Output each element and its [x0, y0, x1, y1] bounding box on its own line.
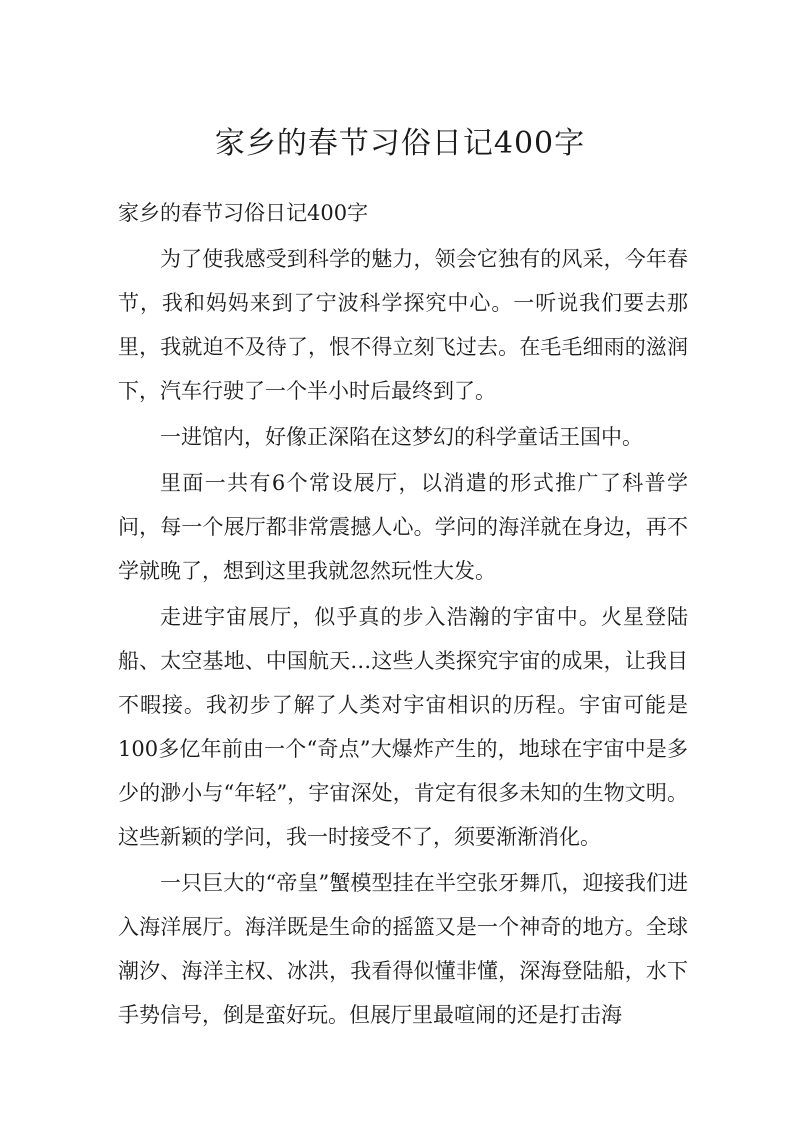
- paragraph-2: 一进馆内，好像正深陷在这梦幻的科学童话王国中。: [160, 425, 643, 449]
- document-body: [118, 237, 688, 1039]
- paragraph-5: 一只巨大的“帝皇”蟹模型挂在半空张牙舞爪，迎接我们进入海洋展厅。海洋既是生命的摇篮又是一个神奇的地方。全球潮汐、海洋主权、冰洪，我看得似懂非懂，深海登陆船，水下手势信号，倒是蛮好玩。但展厅里最喧闹的还是打击海: [118, 871, 688, 1027]
- paragraph-1: 为了使我感受到科学的魅力，领会它独有的风采，今年春节，我和妈妈来到了宁波科学探究中心。一听说我们要去那里，我就迫不及待了，恨不得立刻飞过去。在毛毛细雨的滋润下，汽车行驶了一个半小时后最终到了。: [118, 247, 688, 403]
- paragraph-3: 里面一共有6个常设展厅，以消遣的形式推广了科普学问，每一个展厅都非常震撼人心。学问的海洋就在身边，再不学就晚了，想到这里我就忽然玩性大发。: [118, 471, 688, 583]
- document-title: 家乡的春节习俗日记400字: [214, 126, 586, 161]
- document-subtitle: 家乡的春节习俗日记400字: [118, 201, 369, 225]
- paragraph-4: 走进宇宙展厅，似乎真的步入浩瀚的宇宙中。火星登陆船、太空基地、中国航天…这些人类探究宇宙的成果，让我目不暇接。我初步了解了人类对宇宙相识的历程。宇宙可能是100多亿年前由一个“奇点”大爆炸产生的，地球在宇宙中是多少的渺小与“年轻”，宇宙深处，肯定有很多未知的生物文明。这些新颖的学问，我一时接受不了，须要渐渐消化。: [118, 605, 688, 849]
